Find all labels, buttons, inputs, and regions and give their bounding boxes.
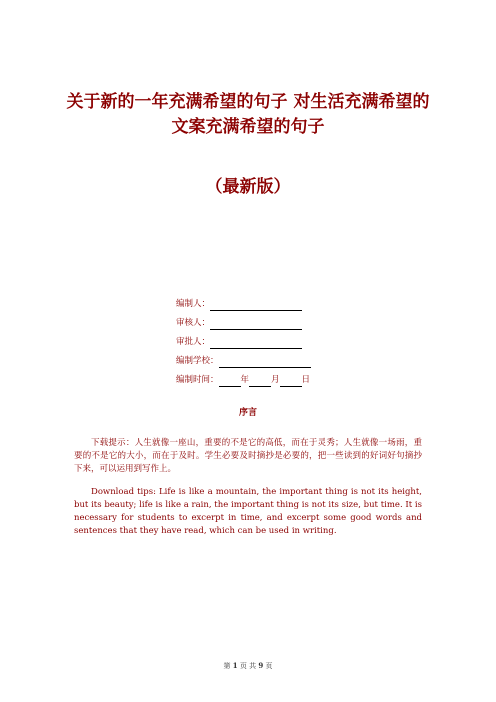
document-subtitle: （最新版） <box>205 177 291 197</box>
year-unit: 年 <box>240 375 250 385</box>
footer-middle: 页 共 <box>239 662 257 670</box>
author-label: 编制人： <box>176 299 211 309</box>
month-blank <box>249 374 271 387</box>
footer-prefix: 第 <box>223 662 231 670</box>
reviewer-blank <box>210 317 302 330</box>
preface-paragraph-chinese: 下载提示：人生就像一座山，重要的不是它的高低，而在于灵秀；人生就像一场雨，重要的不是它的大小，而在于及时。学生必要及时摘抄是必要的，把一些读到的好词好句摘抄下来，可以运用到写作上。 <box>74 438 422 474</box>
author-field <box>176 292 346 311</box>
page-footer <box>0 661 496 671</box>
date-label: 编制时间： <box>176 375 219 385</box>
day-unit: 日 <box>301 375 311 385</box>
reviewer-field <box>176 311 346 330</box>
year-blank <box>219 374 241 387</box>
approver-blank <box>210 336 302 349</box>
author-blank <box>210 298 302 311</box>
school-label: 编制学校： <box>176 356 219 366</box>
footer-suffix: 页 <box>265 662 273 670</box>
school-blank <box>219 355 311 368</box>
date-field <box>176 368 346 387</box>
month-unit: 月 <box>271 375 280 385</box>
footer-total-pages: 9 <box>258 661 264 670</box>
approver-field <box>176 330 346 349</box>
document-title: 关于新的一年充满希望的句子 对生活充满希望的文案充满希望的句子 <box>66 92 430 137</box>
day-blank <box>280 374 302 387</box>
footer-page-number: 1 <box>232 661 238 670</box>
preface-heading: 序言 <box>238 408 257 418</box>
school-field <box>176 349 346 368</box>
metadata-fields <box>176 292 346 387</box>
reviewer-label: 审核人： <box>176 318 211 328</box>
preface-paragraph-english: Download tips: Life is like a mountain, the important thing is not its height, but its beauty; life is like a rain, the important thing is not its size, but time. It is necessary for students to excerpt in time, and excerpt some good words and sentences that they have read, which can be used in writing. <box>74 487 422 536</box>
approver-label: 审批人： <box>176 337 211 347</box>
